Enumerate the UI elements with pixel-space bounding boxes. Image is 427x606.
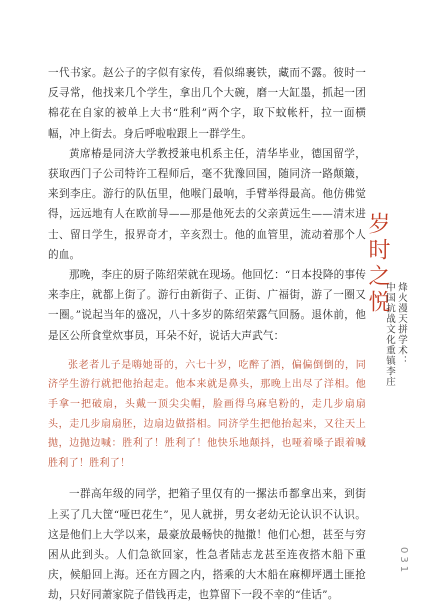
main-text-column — [48, 63, 366, 606]
book-subtitle — [383, 282, 407, 387]
paragraph: 黄席椿是同济大学教授兼电机系主任，清华毕业，德国留学，获取西门子公司特许工程师后，毫不犹豫回国，随同济一路颠簸，来到李庄。游行的队伍里，他喉门最响，手臂举得最高。他仿佛觉得，远远地有人在欧前导——那是他死去的父亲黄远生——清末进士、留日学生，报界奇才，辛亥烈士。他的血管里，流动着那个人的血。 — [48, 147, 366, 261]
paragraph: 一群高年级的同学，把箱子里仅有的一摞法币都拿出来，到街上买了几大筐“哑巴花生”，见人就拼，男女老幼无论认识不认识。这是他们上大学以来，最豪放最畅快的抛撒！他们心想，甚至与穷困从此到头。人们急欲回家，性急者陆志龙甚至连夜搭木船下重庆，候船回上海。还在方圆之内，搭乘的大木船在麻柳坪遇土匪抢劫，只好同萧家院子借钱再走，也算留下一段不幸的“佳话”。 — [48, 488, 366, 602]
subtitle-line: 中国抗战文化重镇李庄 — [384, 282, 395, 387]
paragraph: 一代书家。赵公子的字似有家传，看似绵裹铁，藏而不露。彼时一反寻常，他找来几个学生，拿出几个大碗，磨一大缸墨，抓起一团棉花在自家的被单上大书“胜利”两个字，取下蚊帐杆，拉一面横幅，冲上街去。身后呼啦啦跟上一群学生。 — [48, 67, 366, 140]
page-number: 031 — [398, 546, 409, 575]
paragraph: 那晚，李庄的厨子陈绍荣就在现场。他回忆：“日本投降的事传来李庄，就都上街了。游行由新街子、正街、广福街，游了一圈又一圈。”说起当年的盛况，八十多岁的陈绍荣露气回肠。退休前，他是区公所食堂炊事员，耳朵不好，说话大声武气： — [48, 269, 366, 342]
quoted-recollection: 张老者儿子是嗨她哥的，六七十岁，吃醉了酒，偏偏倒倒的，同济学生游行就把他抬起走。他本来就是鼻头，那晚上出尽了洋相。他手拿一把破扇，头戴一顶尖尖帽，脸画得乌麻皂粉的，走几步扇扇头，走几步扇扇胚，边扇边做搭相。同济学生把他抬起来，又往天上抛，边抛边喊：胜利了！胜利了！他快乐地颠抖，也哑着嗓子跟着喊胜利了！胜利了！ — [48, 359, 366, 469]
chapter-sidebar — [361, 212, 407, 482]
chapter-title: 岁时之悦 — [365, 212, 390, 316]
subtitle-line: 烽火漫天拼学术： — [396, 282, 407, 366]
